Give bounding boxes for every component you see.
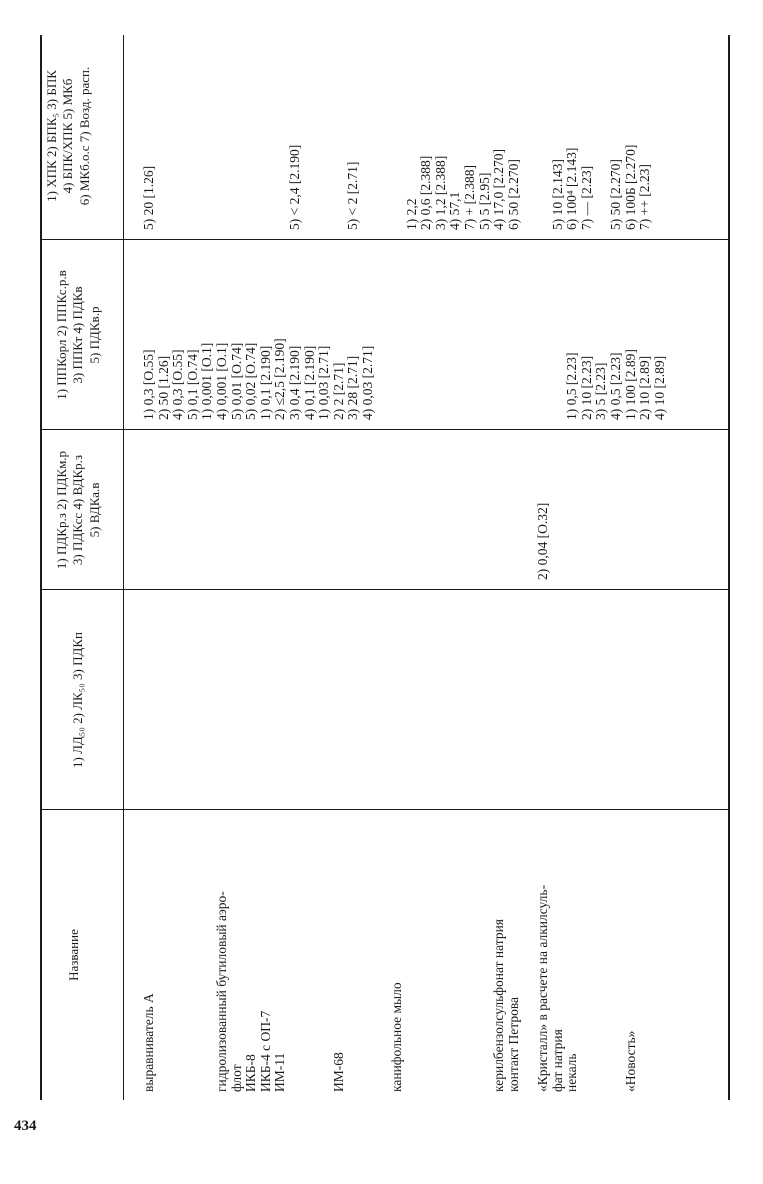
pdk-value	[200, 503, 215, 580]
substance-name	[376, 885, 391, 1092]
ppk-value: 2) 10 [2.23]	[578, 355, 594, 420]
ppk-value: 4) 0,1 [2.190]	[301, 345, 317, 420]
ppk-value	[405, 338, 420, 420]
pdk-column	[142, 503, 551, 580]
substance-name: ИМ-11	[272, 1052, 288, 1092]
ppk-value: 5) 0,01 [О.74]	[228, 342, 244, 420]
substance-name: фат натрия	[549, 1029, 565, 1092]
substance-name	[434, 885, 449, 1092]
hpk-value: 7) — [2.23]	[578, 165, 594, 230]
substance-name: контакт Петрова	[505, 996, 521, 1092]
ppk-value: 1) 0,001 [О.1]	[199, 342, 215, 420]
ppk-value	[507, 338, 522, 420]
ppk-value	[390, 338, 405, 420]
ppk-value	[478, 338, 493, 420]
col-divider-2	[40, 589, 730, 590]
hpk-value: 4) 17,0 [2.270]	[491, 149, 507, 230]
header-col5-line: 6) МКб.о.с 7) Возд. расп.	[76, 66, 92, 206]
pdk-value	[230, 503, 245, 580]
ppk-value	[463, 338, 478, 420]
ppk-value: 1) 0,3 [О.55]	[141, 349, 156, 420]
pdk-value	[448, 503, 463, 580]
substance-name: керилбензолсульфонат натрия	[491, 918, 507, 1092]
ppk-value	[448, 338, 463, 420]
header-col3-line: 1) ПДКр.з 2) ПДКм.р	[54, 450, 69, 570]
substance-name	[478, 885, 493, 1092]
page-number: 434	[14, 1118, 37, 1134]
substance-name: флот	[228, 1064, 244, 1092]
substance-name	[580, 885, 595, 1092]
substance-name: некаль	[564, 1053, 580, 1092]
hpk-value	[332, 145, 347, 230]
hpk-value	[230, 145, 245, 230]
substance-name: ИКБ-4 с ОП-7	[257, 1010, 273, 1092]
pdk-value	[288, 503, 303, 580]
hpk-value: 4) 57,1	[447, 191, 463, 230]
substance-name	[361, 885, 376, 1092]
hpk-value	[157, 145, 172, 230]
pdk-value	[434, 503, 449, 580]
substance-name: ИКБ-8	[243, 1054, 259, 1092]
hpk-value: 7) + [2.388]	[462, 165, 478, 230]
hpk-value: 5) 20 [1.26]	[141, 165, 156, 230]
ppk-value: 3) 5 [2.23]	[593, 362, 609, 420]
rotated-table	[40, 35, 730, 1100]
substance-name: ИМ-68	[330, 1052, 346, 1092]
ppk-value: 5) 0,02 [О.74]	[243, 342, 259, 420]
header-bottom-rule	[123, 35, 124, 1100]
col-divider-3	[40, 429, 730, 430]
substance-name: «Кристалл» в расчете на алкилсуль-	[535, 884, 551, 1092]
pdk-value	[317, 503, 332, 580]
ppk-value: 1) 0,1 [2.190]	[257, 345, 273, 420]
pdk-value	[376, 503, 391, 580]
ppk-column	[142, 338, 667, 420]
table-bottom-rule	[728, 35, 730, 1100]
hpk-value	[244, 145, 259, 230]
substance-name	[405, 885, 420, 1092]
hpk-value	[273, 145, 288, 230]
hpk-value	[186, 145, 201, 230]
hpk-value	[594, 145, 609, 230]
pdk-value	[463, 503, 478, 580]
ppk-value	[434, 338, 449, 420]
hpk-value: 1) 2,2	[403, 198, 419, 230]
ppk-value: 1) 0,5 [2.23]	[564, 352, 580, 420]
substance-name	[317, 885, 332, 1092]
ppk-value	[492, 338, 507, 420]
hpk-value: 3) 1,2 [2.388]	[432, 155, 448, 230]
substance-name	[448, 885, 463, 1092]
hpk-value: 5) 50 [2.270]	[608, 159, 623, 230]
header-col4-line: 5) ПДКв.р	[86, 306, 102, 364]
pdk-value	[346, 503, 361, 580]
pdk-value	[303, 503, 318, 580]
hpk-value: 5) 10 [2.143]	[549, 159, 565, 230]
ppk-value: 5) 0,1 [О.74]	[184, 349, 200, 420]
ppk-value: 4) 0,03 [2.71]	[359, 345, 375, 420]
substance-name	[303, 885, 318, 1092]
substance-name	[521, 885, 536, 1092]
ppk-value	[536, 338, 551, 420]
ppk-value: 4) 0,3 [О.55]	[170, 349, 186, 420]
hpk-value: 7) ++ [2.23]	[637, 164, 653, 230]
hpk-column	[142, 145, 653, 230]
col-divider-4	[40, 239, 730, 240]
substance-name	[609, 885, 624, 1092]
hpk-value: 5) < 2,4 [2.190]	[286, 144, 302, 230]
hpk-value: 6) 50 [2.270]	[505, 159, 521, 230]
substance-name	[157, 885, 172, 1092]
header-col2	[70, 595, 86, 805]
pdk-value	[157, 503, 172, 580]
header-col4-line: 3) ППКт 4) ПДКв	[70, 286, 86, 384]
pdk-value: 2) 0,04 [О.32]	[535, 502, 551, 580]
hpk-value: 6) 100⁴ [2.143]	[564, 147, 580, 230]
ppk-value: 4) 0,5 [2.23]	[608, 352, 623, 420]
col-divider-1	[40, 809, 730, 810]
hpk-value	[303, 145, 318, 230]
pdk-value	[390, 503, 405, 580]
ppk-value: 4) 0,001 [О.1]	[213, 342, 229, 420]
substance-name	[186, 885, 201, 1092]
substance-name: гидролизованный бутиловый аэро-	[213, 891, 229, 1092]
pdk-value	[419, 503, 434, 580]
header-col3	[54, 435, 103, 585]
header-col5	[44, 37, 93, 235]
hpk-value: 5) < 2 [2.71]	[345, 161, 361, 230]
ppk-value: 1) 100 [2.89]	[622, 349, 638, 420]
header-col5-line: 4) БПК/ХПК 5) МКб	[60, 78, 76, 194]
ppk-value: 2) 2 [2.71]	[330, 362, 346, 420]
substance-name	[200, 885, 215, 1092]
ppk-value: 3) 0,4 [2.190]	[286, 345, 302, 420]
pdk-value	[507, 503, 522, 580]
substance-name	[594, 885, 609, 1092]
hpk-value	[361, 145, 376, 230]
header-col3-line: 5) ВДКа.в	[86, 482, 102, 538]
substance-name: «Новость»	[622, 1030, 638, 1092]
pdk-value	[215, 503, 230, 580]
hpk-value: 2) 0,6 [2.388]	[418, 155, 434, 230]
hpk-value	[521, 145, 536, 230]
pdk-value	[361, 503, 376, 580]
substance-name: канифольное мыло	[389, 982, 405, 1092]
ppk-value: 3) 28 [2.71]	[345, 355, 361, 420]
ppk-value: 2) 50 [1.26]	[155, 355, 171, 420]
substance-name	[463, 885, 478, 1092]
ppk-value	[376, 338, 391, 420]
pdk-value	[521, 503, 536, 580]
ppk-value: 4) 10 [2.89]	[651, 355, 667, 420]
hpk-value: 6) 100Б [2.270]	[622, 144, 638, 230]
hpk-value	[171, 145, 186, 230]
pdk-value	[171, 503, 186, 580]
substance-name	[288, 885, 303, 1092]
pdk-value	[492, 503, 507, 580]
substance-name	[419, 885, 434, 1092]
header-col3-line: 3) ПДКсс 4) ВДКр.з	[70, 454, 86, 566]
substance-name: выравниватель А	[141, 993, 156, 1092]
header-col4	[54, 245, 103, 425]
ppk-value	[521, 338, 536, 420]
substance-name	[346, 885, 361, 1092]
hpk-value	[390, 145, 405, 230]
pdk-value	[142, 503, 157, 580]
pdk-value	[478, 503, 493, 580]
ppk-value: 2) ≤2,5 [2.190]	[272, 338, 288, 420]
pdk-value	[244, 503, 259, 580]
ppk-value: 1) 0,03 [2.71]	[316, 345, 332, 420]
hpk-value	[317, 145, 332, 230]
ppk-value: 2) 10 [2.89]	[637, 355, 653, 420]
hpk-value: 5) 5 [2.95]	[476, 172, 492, 230]
pdk-value	[259, 503, 274, 580]
header-col4-line: 1) ППКорл 2) ППКс.р.в	[54, 270, 69, 400]
pdk-value	[273, 503, 288, 580]
header-name-text: Название	[66, 929, 81, 981]
table-top-rule	[40, 35, 42, 1100]
hpk-value	[215, 145, 230, 230]
hpk-value	[376, 145, 391, 230]
pdk-value	[405, 503, 420, 580]
header-name	[66, 810, 82, 1100]
name-column	[142, 885, 638, 1092]
pdk-value	[332, 503, 347, 580]
ppk-value	[551, 338, 566, 420]
hpk-value	[259, 145, 274, 230]
substance-name	[171, 885, 186, 1092]
ppk-value	[419, 338, 434, 420]
hpk-value	[200, 145, 215, 230]
hpk-value	[536, 145, 551, 230]
header-col2-line: 1) ЛД₅₀ 2) ЛК₅₀ 3) ПДКп	[70, 632, 85, 768]
pdk-value	[186, 503, 201, 580]
header-col5-line: 1) ХПК 2) БПК₅ 3) БПК	[44, 70, 59, 202]
